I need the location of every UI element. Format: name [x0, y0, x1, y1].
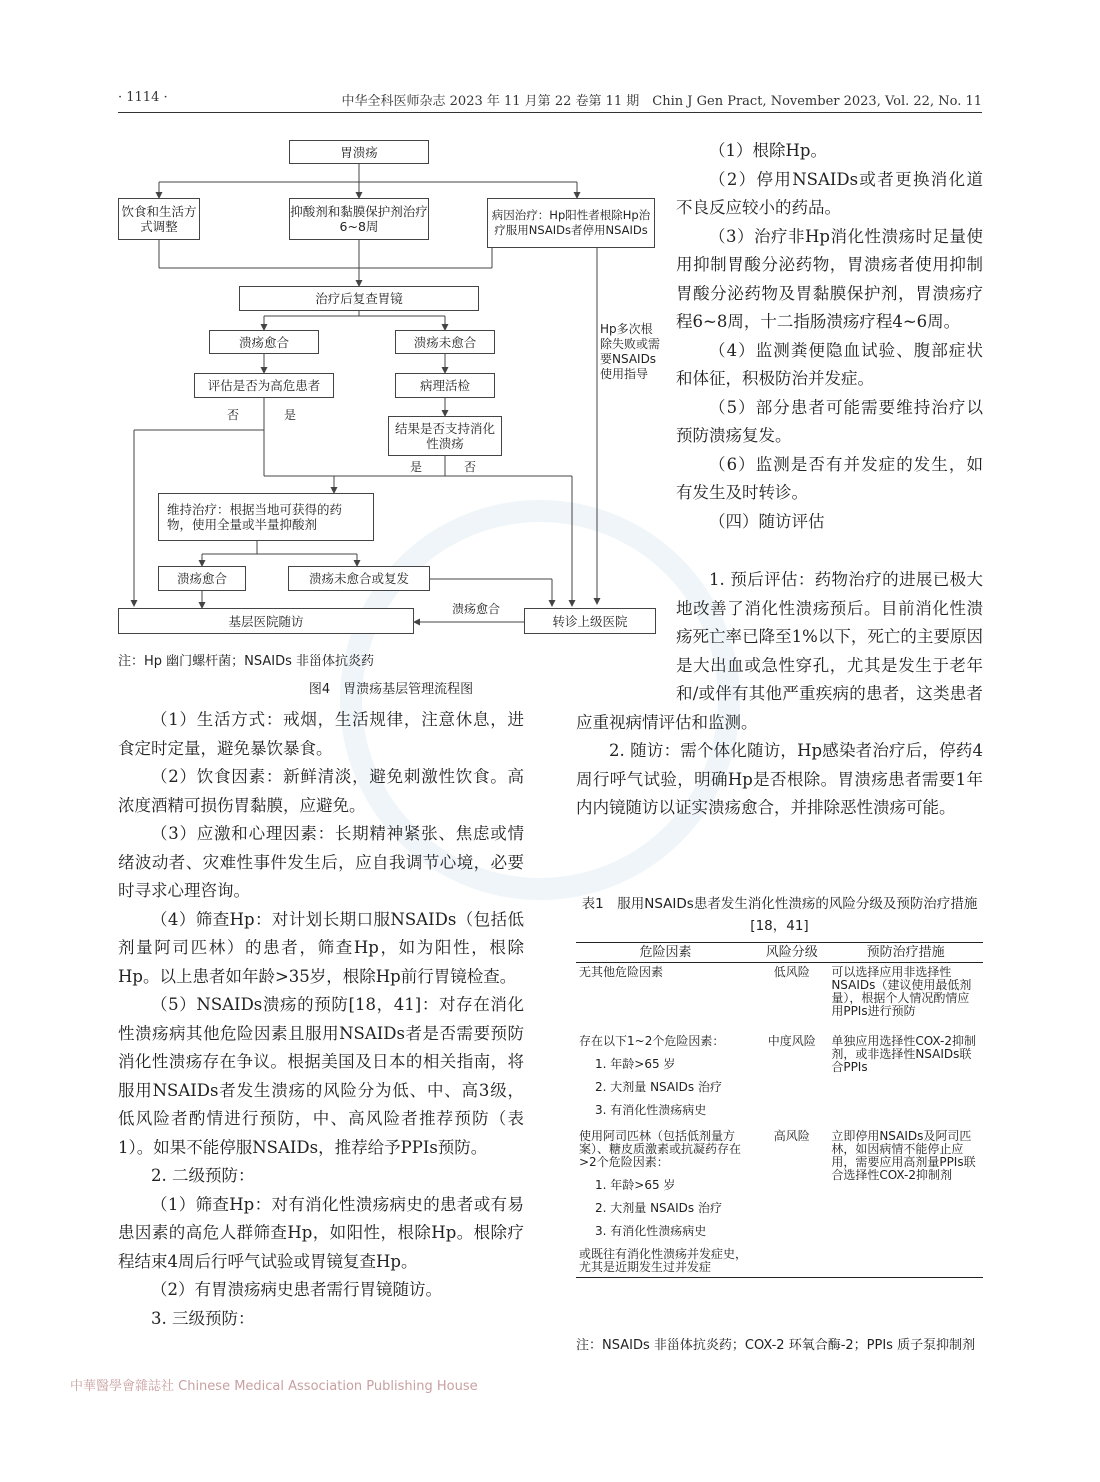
- cell-factor: [576, 1021, 755, 1120]
- cell-item: 2. 大剂量 NSAIDs 治疗: [595, 1080, 722, 1094]
- flow-biopsy: 病理活检: [395, 373, 495, 398]
- journal-header: 中华全科医师杂志 2023 年 11 月第 22 卷第 11 期 Chin J Gen Pract, November 2023, Vol. 22, No. 11: [341, 94, 982, 109]
- cell-level: 中度风险: [767, 1034, 816, 1048]
- flow-maintain: 维持治疗：根据当地可获得的药物，使用全量或半量抑酸剂: [158, 493, 374, 541]
- para-r4: （4）监测粪便隐血试验、腹部症状和体征，积极防治并发症。: [676, 340, 983, 388]
- flow-assess: 评估是否为高危患者: [194, 373, 334, 398]
- cell-factor-text: 存在以下1~2个危险因素：: [579, 1034, 725, 1048]
- table-row: [576, 963, 983, 1022]
- cell-level: 高风险: [755, 1120, 828, 1278]
- para-r5: （5）部分患者可能需要维持治疗以预防溃疡复发。: [676, 397, 983, 445]
- flow-root: 胃溃疡: [289, 140, 429, 164]
- flow-healed: 溃疡愈合: [209, 330, 319, 354]
- para-nsaids: （5）NSAIDs溃疡的预防[18，41]：对存在消化性溃疡病其他危险因素且服用NSAIDs者是否需要预防消化性溃疡存在争议。根据美国及日本的相关指南，将服用NSAIDs者发生溃疡的风险分为低、中、高3级，低风险者酌情进行预防，中、高风险者推荐预防（表1）。如果不能停服NSAIDs，推荐给予PPIs预防。: [118, 995, 524, 1157]
- cell-factor: 无其他危险因素: [579, 965, 664, 979]
- flow-yes1: 是: [284, 408, 297, 422]
- heading-tertiary: 3. 三级预防：: [151, 1308, 255, 1328]
- figure-note: 注：Hp 幽门螺杆菌；NSAIDs 非甾体抗炎药: [118, 654, 375, 669]
- page-number: · 1114 ·: [118, 90, 168, 105]
- flow-yes2: 是: [410, 460, 423, 474]
- para-diet: （2）饮食因素：新鲜清淡，避免刺激性饮食。高浓度酒精可损伤胃黏膜，应避免。: [118, 767, 524, 815]
- flow-no2: 否: [464, 460, 477, 474]
- th-level: 风险分级: [755, 943, 828, 963]
- flow-unhealed: 溃疡未愈合: [395, 330, 495, 354]
- cell-extra: 或既往有消化性溃疡并发症史，尤其是近期发生过并发症: [579, 1247, 748, 1274]
- flow-no1: 否: [227, 408, 240, 422]
- right-column-upper: [676, 137, 983, 536]
- para-r6: （6）监测是否有并发症的发生，如有发生及时转诊。: [676, 454, 983, 502]
- para-followup: 2. 随访：需个体化随访，Hp感染者治疗后，停药4周行呼气试验，明确Hp是否根除。胃溃疡患者需要1年内内镜随访以证实溃疡愈合，并排除恶性溃疡可能。: [576, 741, 983, 817]
- figure-caption: 图4 胃溃疡基层管理流程图: [308, 682, 474, 697]
- cell-level: 低风险: [773, 965, 810, 979]
- table-row: [576, 1120, 983, 1278]
- cell-item: 1. 年龄>65 岁: [595, 1057, 676, 1071]
- right-column-lower: [576, 566, 983, 823]
- flow-recheck: 治疗后复查胃镜: [239, 286, 479, 311]
- table-note: 注：NSAIDs 非甾体抗炎药；COX-2 环氧合酶-2；PPIs 质子泵抑制剂: [576, 1338, 976, 1353]
- cell-factor: [576, 1120, 755, 1278]
- cell-measure: 可以选择应用非选择性NSAIDs（建议使用最低剂量），根据个人情况酌情应用PPIs进行预防: [831, 965, 972, 1018]
- flow-cause: 病因治疗：Hp阳性者根除Hp治疗服用NSAIDs者停用NSAIDs: [487, 198, 655, 248]
- th-factor: 危险因素: [576, 943, 755, 963]
- float-spacer: [576, 566, 676, 706]
- cell-item: 1. 年龄>65 岁: [595, 1178, 676, 1192]
- cell-measure: 单独应用选择性COX-2抑制剂，或非选择性NSAIDs联合PPIs: [831, 1034, 976, 1074]
- left-column: [118, 706, 524, 1333]
- cell-item: 3. 有消化性溃疡病史: [595, 1103, 707, 1117]
- para-hp-screen: （4）筛查Hp：对计划长期口服NSAIDs（包括低剂量阿司匹林）的患者，筛查Hp，如为阳性，根除Hp。以上患者如年龄>35岁，根除Hp前行胃镜检查。: [118, 909, 524, 986]
- para-prognosis: 1. 预后评估：药物治疗的进展已极大地改善了消化性溃疡预后。目前消化性溃疡死亡率已降至1%以下，死亡的主要原因是大出血或急性穿孔，尤其是发生于老年和/或伴有其他严重疾病的患者，这类患者应重视病情评估和监测。: [576, 570, 983, 732]
- flow-healed3: 溃疡愈合: [452, 602, 501, 616]
- para-stress: （3）应激和心理因素：长期精神紧张、焦虑或情绪波动者、灾难性事件发生后，应自我调节心境，必要时寻求心理咨询。: [118, 824, 524, 900]
- flow-diet: 饮食和生活方式调整: [118, 198, 200, 240]
- heading-secondary: 2. 二级预防：: [151, 1166, 255, 1185]
- publisher-logo: 中華醫學會雜誌社 Chinese Medical Association Publishing House: [70, 1379, 478, 1394]
- flow-healed2: 溃疡愈合: [158, 566, 246, 591]
- cell-item: 2. 大剂量 NSAIDs 治疗: [595, 1201, 722, 1215]
- cell-item: 3. 有消化性溃疡病史: [595, 1224, 707, 1238]
- flow-support: 结果是否支持消化性溃疡: [388, 416, 502, 456]
- th-measure: 预防治疗措施: [828, 943, 983, 963]
- para-r1: （1）根除Hp。: [709, 141, 827, 160]
- flow-followup: 基层医院随访: [118, 608, 414, 634]
- heading-followup: （四）随访评估: [709, 511, 825, 531]
- para-secondary-endo: （2）有胃溃疡病史患者需行胃镜随访。: [151, 1280, 442, 1299]
- cell-measure: 立即停用NSAIDs及阿司匹林，如因病情不能停止应用，需要应用高剂量PPIs联合选择性COX-2抑制剂: [828, 1120, 983, 1278]
- para-r3: （3）治疗非Hp消化性溃疡时足量使用抑制胃酸分泌药物，胃溃疡者使用抑制胃酸分泌药物及胃黏膜保护剂，胃溃疡疗程6~8周，十二指肠溃疡疗程4~6周。: [676, 226, 983, 331]
- header-rule: [118, 112, 982, 113]
- flow-refer: 转诊上级医院: [524, 608, 656, 634]
- table-row: [576, 1021, 983, 1120]
- para-lifestyle: （1）生活方式：戒烟，生活规律，注意休息，进食定时定量，避免暴饮暴食。: [118, 710, 524, 758]
- cell-factor-text: 使用阿司匹林（包括低剂量方案）、糖皮质激素或抗凝药存在>2个危险因素：: [579, 1129, 742, 1169]
- risk-table: [576, 942, 983, 1278]
- table-title: 表1 服用NSAIDs患者发生消化性溃疡的风险分级及预防治疗措施[18，41]: [581, 896, 978, 934]
- flow-acid: 抑酸剂和黏膜保护剂治疗6~8周: [289, 198, 429, 240]
- para-secondary-hp: （1）筛查Hp：对有消化性溃疡病史的患者或有易患因素的高危人群筛查Hp，如阳性，根除Hp。根除疗程结束4周后行呼气试验或胃镜复查Hp。: [118, 1194, 524, 1271]
- para-r2: （2）停用NSAIDs或者更换消化道不良反应较小的药品。: [676, 169, 983, 217]
- flow-hp-side: Hp多次根除失败或需要NSAIDs使用指导: [600, 322, 661, 381]
- flow-unhealed2: 溃疡未愈合或复发: [288, 566, 430, 591]
